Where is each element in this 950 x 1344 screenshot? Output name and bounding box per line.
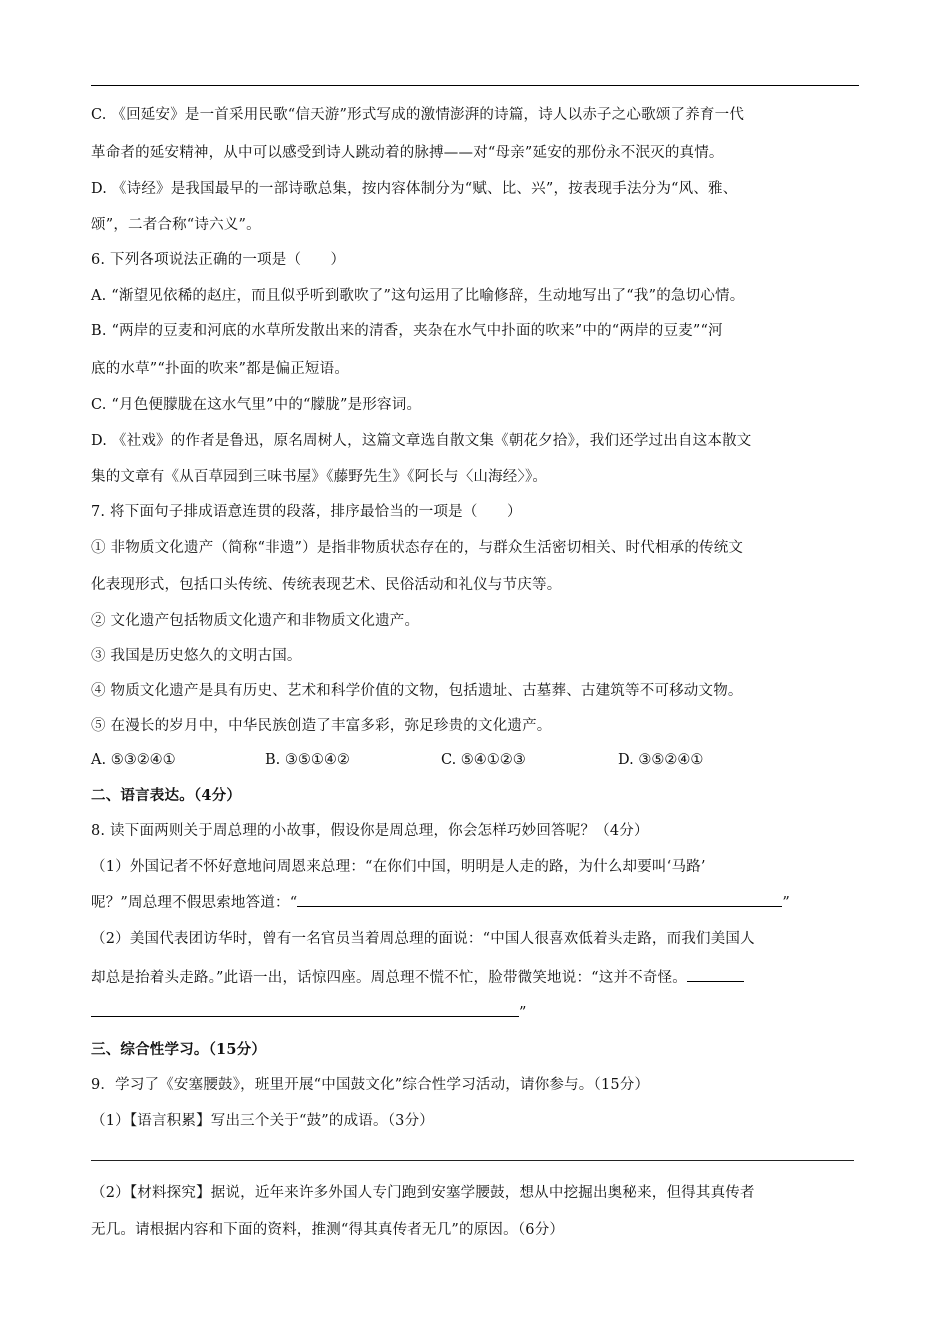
section-3-heading: 三、综合性学习。（15分） — [91, 1041, 267, 1058]
sentence-1-line2: 化表现形式，包括口头传统、传统表现艺术、民俗活动和礼仪与节庆等。 — [91, 577, 562, 593]
q8-part2-line3 — [91, 1002, 527, 1023]
q8-part1-close-quote: ” — [782, 895, 790, 911]
q9-part2-line2: 无几。请根据内容和下面的资料，推测“得其真传者无几”的原因。（6分） — [91, 1222, 565, 1238]
q8-part1-prompt: 呢？”周总理不假思索地答道：“ — [91, 895, 298, 911]
q9-part1: （1）【语言积累】写出三个关于“鼓”的成语。（3分） — [91, 1113, 434, 1129]
q8-part2-line2 — [91, 967, 744, 988]
q6-option-a: A. “渐望见依稀的赵庄，而且似乎听到歌吹了”这句运用了比喻修辞，生动地写出了“我”的急切心情。 — [91, 288, 745, 304]
q9-part1-answer-line[interactable] — [91, 1160, 854, 1161]
q6-option-b-line1: B. “两岸的豆麦和河底的水草所发散出来的清香，夹杂在水气中扑面的吹来”中的“两岸的豆麦”“河 — [91, 323, 723, 339]
q6-option-b-line2: 底的水草”“扑面的吹来”都是偏正短语。 — [91, 361, 350, 377]
q5-option-c-line1: C. 《回延安》是一首采用民歌“信天游”形式写成的激情澎湃的诗篇，诗人以赤子之心歌颂了养育一代 — [91, 107, 745, 123]
q5-option-c-line2: 革命者的延安精神，从中可以感受到诗人跳动着的脉搏——对“母亲”延安的那份永不泯灭的真情。 — [91, 145, 724, 161]
q8-part2-text: 却总是抬着头走路。”此语一出，话惊四座。周总理不慌不忙，脸带微笑地说：“这并不奇怪。 — [91, 970, 687, 986]
question-9: 9．学习了《安塞腰鼓》，班里开展“中国鼓文化”综合性学习活动，请你参与。（15分） — [91, 1077, 650, 1093]
q6-option-d-line1: D. 《社戏》的作者是鲁迅，原名周树人，这篇文章选自散文集《朝花夕拾》，我们还学过出自这本散文 — [91, 433, 752, 449]
question-6: 6. 下列各项说法正确的一项是（ ） — [91, 252, 346, 268]
q8-part2-answer-blank-b[interactable] — [91, 1002, 519, 1017]
q5-option-d-line2: 颂”，二者合称“诗六义”。 — [91, 217, 261, 233]
section-2-heading: 二、语言表达。（4分） — [91, 787, 242, 804]
q8-part2-answer-blank-a[interactable] — [687, 967, 744, 982]
q8-part2-close-quote: ” — [519, 1005, 527, 1021]
q7-option-a: A. ⑤③②④① — [91, 752, 176, 768]
q6-option-d-line2: 集的文章有《从百草园到三味书屋》《藤野先生》《阿长与〈山海经〉》。 — [91, 469, 548, 485]
q8-part2-line1: （2）美国代表团访华时，曾有一名官员当着周总理的面说：“中国人很喜欢低着头走路，而我们美国人 — [91, 931, 755, 947]
sentence-4: ④ 物质文化遗产是具有历史、艺术和科学价值的文物，包括遗址、古墓葬、古建筑等不可移动文物。 — [91, 683, 743, 699]
q7-option-c: C. ⑤④①②③ — [441, 752, 526, 768]
sentence-1-line1: ① 非物质文化遗产（简称“非遗”）是指非物质状态存在的，与群众生活密切相关、时代相承的传统文 — [91, 540, 744, 556]
header-rule — [91, 85, 859, 86]
sentence-3: ③ 我国是历史悠久的文明古国。 — [91, 648, 302, 664]
question-7: 7. 将下面句子排成语意连贯的段落，排序最恰当的一项是（ ） — [91, 504, 522, 520]
q6-option-c: C. “月色便朦胧在这水气里”中的“朦胧”是形容词。 — [91, 397, 422, 413]
sentence-5: ⑤ 在漫长的岁月中，中华民族创造了丰富多彩，弥足珍贵的文化遗产。 — [91, 718, 552, 734]
q7-option-b: B. ③⑤①④② — [265, 752, 350, 768]
q5-option-d-line1: D. 《诗经》是我国最早的一部诗歌总集，按内容体制分为“赋、比、兴”，按表现手法分为“风、雅、 — [91, 181, 738, 197]
q8-part1-line2 — [91, 892, 790, 913]
question-8: 8. 读下面两则关于周总理的小故事，假设你是周总理，你会怎样巧妙回答呢？（4分） — [91, 823, 649, 839]
sentence-2: ② 文化遗产包括物质文化遗产和非物质文化遗产。 — [91, 613, 420, 629]
q8-part1-answer-blank[interactable] — [297, 892, 782, 907]
q9-part2-line1: （2）【材料探究】据说，近年来许多外国人专门跑到安塞学腰鼓，想从中挖掘出奥秘来，但得其真传者 — [91, 1185, 755, 1201]
q7-option-d: D. ③⑤②④① — [618, 752, 704, 768]
q8-part1-line1: （1）外国记者不怀好意地问周恩来总理：“在你们中国，明明是人走的路，为什么却要叫‘马路’ — [91, 859, 706, 875]
